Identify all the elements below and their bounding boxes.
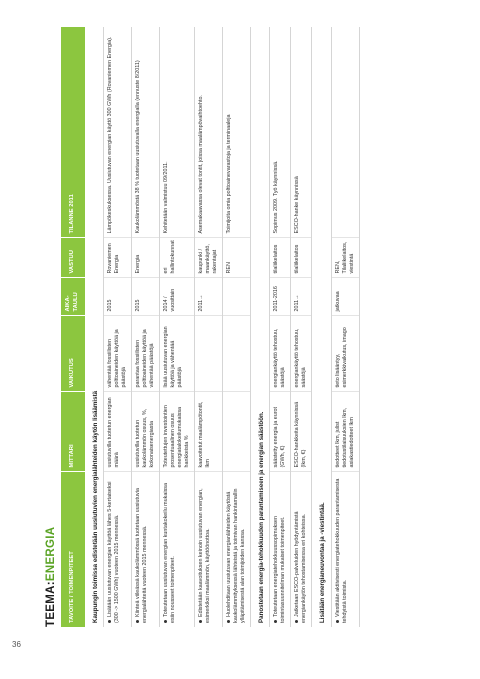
table-cell — [160, 472, 195, 627]
page-number: 36 — [12, 640, 21, 649]
cell-text: vähentää fossiilisten polttoaineiden käyttöä ja päästöjä — [107, 329, 128, 388]
header-status: TILANNE 2011 — [61, 27, 85, 238]
bullet-icon — [136, 620, 139, 623]
cell-text: Lisätään uusiutuvan energian käyttöä lähes 5-kertaiseksi (300 -> 1500 GWh) vuoteen 2015 mennessä. — [107, 481, 121, 623]
table-cell — [132, 472, 160, 627]
section-title: Lisätään energianeuvontaa ja -viestintää. — [312, 27, 331, 627]
header-responsible: VASTUU — [61, 238, 85, 278]
cell-text: REN, Tilaliikelaitos, viestintä — [334, 241, 355, 274]
cell-text: tiedotteet lkm, julist tiedotustilaisuuksien lkm, asiakastiedotteet lkm — [334, 407, 355, 468]
table-row — [160, 27, 195, 627]
cell-text: Toteutetaan uusiutuvan energian kuntakokeilu mukaissa esiin nousseet toimenpiteet. — [163, 483, 177, 623]
table-cell — [132, 278, 160, 316]
section-row — [85, 27, 104, 627]
table-cell — [160, 278, 195, 316]
cell-text: Edistetään kaavoituksen keinoin uusiutuvan energian, esimerkiksi maalämmön, käyttöönottoa. — [198, 488, 212, 623]
table-cell — [331, 27, 359, 238]
table-cell — [160, 27, 195, 238]
table-cell — [160, 316, 195, 392]
cell-text: Lämpökeskuksessa. Uusiutuvan energian käyttö 300 GWh (Rovaniemen Energia). — [107, 36, 114, 234]
cell-text: energiankäyttö tehostuu, säästöjä — [294, 328, 308, 388]
cell-text: Toteutettujen investointien prosentuaalinen osuus energiatalokeilumukaissa hankkeista % — [163, 405, 191, 468]
table-cell — [223, 472, 251, 627]
table-row — [104, 27, 132, 627]
table-cell — [195, 238, 223, 278]
bullet-icon — [274, 620, 277, 623]
table-cell — [270, 27, 291, 238]
section-row — [312, 27, 331, 627]
cell-text: 2011-2016 — [273, 286, 280, 312]
table-cell — [291, 278, 312, 316]
table-cell — [132, 27, 160, 238]
cell-text: Rovaniemen Energia — [107, 243, 121, 274]
table-cell — [291, 316, 312, 392]
table-cell — [132, 316, 160, 392]
table-cell — [195, 392, 223, 472]
cell-text: eri hallintokunnat — [163, 240, 177, 274]
table-body — [85, 27, 359, 627]
cell-text: 2011→ — [198, 294, 205, 312]
section-title: Panostetaan energia-tehokkuuden parantamiseen ja energian säästöön. — [251, 27, 270, 627]
table-cell — [104, 316, 132, 392]
table-cell — [270, 472, 291, 627]
table-cell — [270, 316, 291, 392]
table-cell — [195, 316, 223, 392]
rotated-page-content — [35, 27, 467, 627]
cell-text: ESCO-hankkeita käynnissä (lkm, €) — [294, 401, 308, 468]
cell-text: Kehitetään valmistuu 09/2011. — [163, 161, 170, 234]
bullet-icon — [108, 620, 111, 623]
table-cell — [195, 278, 223, 316]
table-cell — [195, 472, 223, 627]
action-table — [61, 27, 360, 628]
cell-text: tilaliikelaitos — [273, 244, 280, 274]
cell-text: Huolehditaan uusiutuvan energianlähteiden käytöstä kaukolämmityksessä lähteistä ja toimivan hankintamallin ylläpitämisestä alan toimijoiden kanssa. — [226, 488, 247, 623]
table-cell — [291, 472, 312, 627]
table-cell — [223, 27, 251, 238]
cell-text: Sopimus 2009. Työ käynnissä. — [273, 160, 280, 234]
table-cell — [270, 278, 291, 316]
cell-text: 2011→ — [294, 294, 301, 312]
table-row — [132, 27, 160, 627]
table-cell — [104, 27, 132, 238]
theme-title — [35, 27, 61, 627]
table-cell — [331, 238, 359, 278]
table-header-row — [61, 27, 85, 627]
table-cell — [104, 278, 132, 316]
table-cell — [331, 392, 359, 472]
table-cell — [270, 392, 291, 472]
cell-text: 2014 / vuosittain — [163, 288, 177, 312]
table-cell — [331, 472, 359, 627]
table-cell — [160, 238, 195, 278]
table-cell — [104, 392, 132, 472]
cell-text: ESCO-hanke käynnissä — [294, 176, 301, 234]
table-cell — [223, 278, 251, 316]
cell-text: tieto lisääntyy, esimerkkivaikutus, imago — [334, 327, 348, 388]
table-cell — [223, 238, 251, 278]
cell-text: tilaliikelaitos — [294, 244, 301, 274]
cell-text: Toteutetaan energiatehokkuussopimuksen toimintasuunnitelman mukaiset toimenpiteet. — [273, 516, 287, 623]
cell-text: kaupunki / maankäyttö, rakentajat — [198, 244, 219, 274]
header-effect: VAIKUTUS — [61, 316, 85, 392]
table-cell — [132, 392, 160, 472]
bullet-icon — [295, 620, 298, 623]
cell-text: Energia — [135, 254, 142, 274]
cell-text: lisää uusiutuvan energian käyttöä ja vähentää päästöjä — [163, 326, 184, 388]
cell-text: 2015 — [107, 299, 114, 312]
table-cell — [291, 27, 312, 238]
bullet-icon — [199, 620, 202, 623]
table-cell — [104, 472, 132, 627]
cell-text: 2015 — [135, 299, 142, 312]
cell-text: Toimijoita omia polttoainevarastoja ja terminaaleja — [226, 114, 233, 234]
section-title: Kaupungin toimissa edistetään uusiutuvien energialähteiden käytön lisäämistä — [85, 27, 104, 627]
theme-prefix: TEEMA: — [45, 581, 57, 627]
table-cell — [160, 392, 195, 472]
cell-text: energiankäyttö tehostuu, säästöjä — [273, 328, 287, 388]
cell-text: REN — [226, 262, 233, 274]
cell-text: kaavoitetut maalämpötontit, lkm — [198, 401, 212, 468]
cell-text: säästetty energia ja eurot (GWh, €) — [273, 406, 287, 468]
table-row — [270, 27, 291, 627]
table-row — [195, 27, 223, 627]
cell-text: Jatketaan ESCO-palveluiden hyödyntämistä energiankäytön tehostamisessa eri kohteissa. — [294, 511, 308, 623]
table-cell — [331, 316, 359, 392]
table-cell — [195, 27, 223, 238]
table-cell — [104, 238, 132, 278]
table-cell — [291, 238, 312, 278]
table-cell — [132, 238, 160, 278]
table-cell — [331, 278, 359, 316]
cell-text: Viestitään aktiivisesti energiatehokkuuden parantamisesta tehdyistä toimista. — [334, 478, 348, 623]
cell-text: uusiutuvilla tuotetun kaukolämmön osuus, %, kokonaisenergiasta — [135, 408, 156, 468]
bullet-icon — [227, 620, 230, 623]
table-row — [331, 27, 359, 627]
bullet-icon — [336, 620, 339, 623]
cell-text: uusiutuvilla tuotetun energian määrä — [107, 397, 121, 468]
table-row — [291, 27, 312, 627]
table-row — [223, 27, 251, 627]
cell-text: Asemakaavassa olevat tontit, joissa maalämpövaihtoehto. — [198, 95, 205, 234]
section-row — [251, 27, 270, 627]
cell-text: Kaukolämmöstä 38 % tuotetaan uusiutuvalla energialla (ennuste 8/2011) — [135, 60, 142, 234]
cell-text: parantaa fossiilisten polttoaineiden käyttöä ja vähentää päästöjä — [135, 329, 156, 388]
header-goal: TAVOITE / TOIMENPITEET — [61, 472, 85, 627]
table-cell — [270, 238, 291, 278]
table-cell — [291, 392, 312, 472]
bullet-icon — [164, 620, 167, 623]
table-cell — [223, 316, 251, 392]
table-cell — [223, 392, 251, 472]
cell-text: jatkuvaa — [334, 291, 341, 312]
header-metric: MITTARI — [61, 392, 85, 472]
header-schedule: AIKA-TAULU — [61, 278, 85, 316]
cell-text: Kiinteä viileässä kaukolämmössä tuotetaan uusiutuvia energialähteitä vuoteen 2015 mennessä. — [135, 488, 149, 623]
theme-accent: ENERGIA — [45, 526, 57, 582]
